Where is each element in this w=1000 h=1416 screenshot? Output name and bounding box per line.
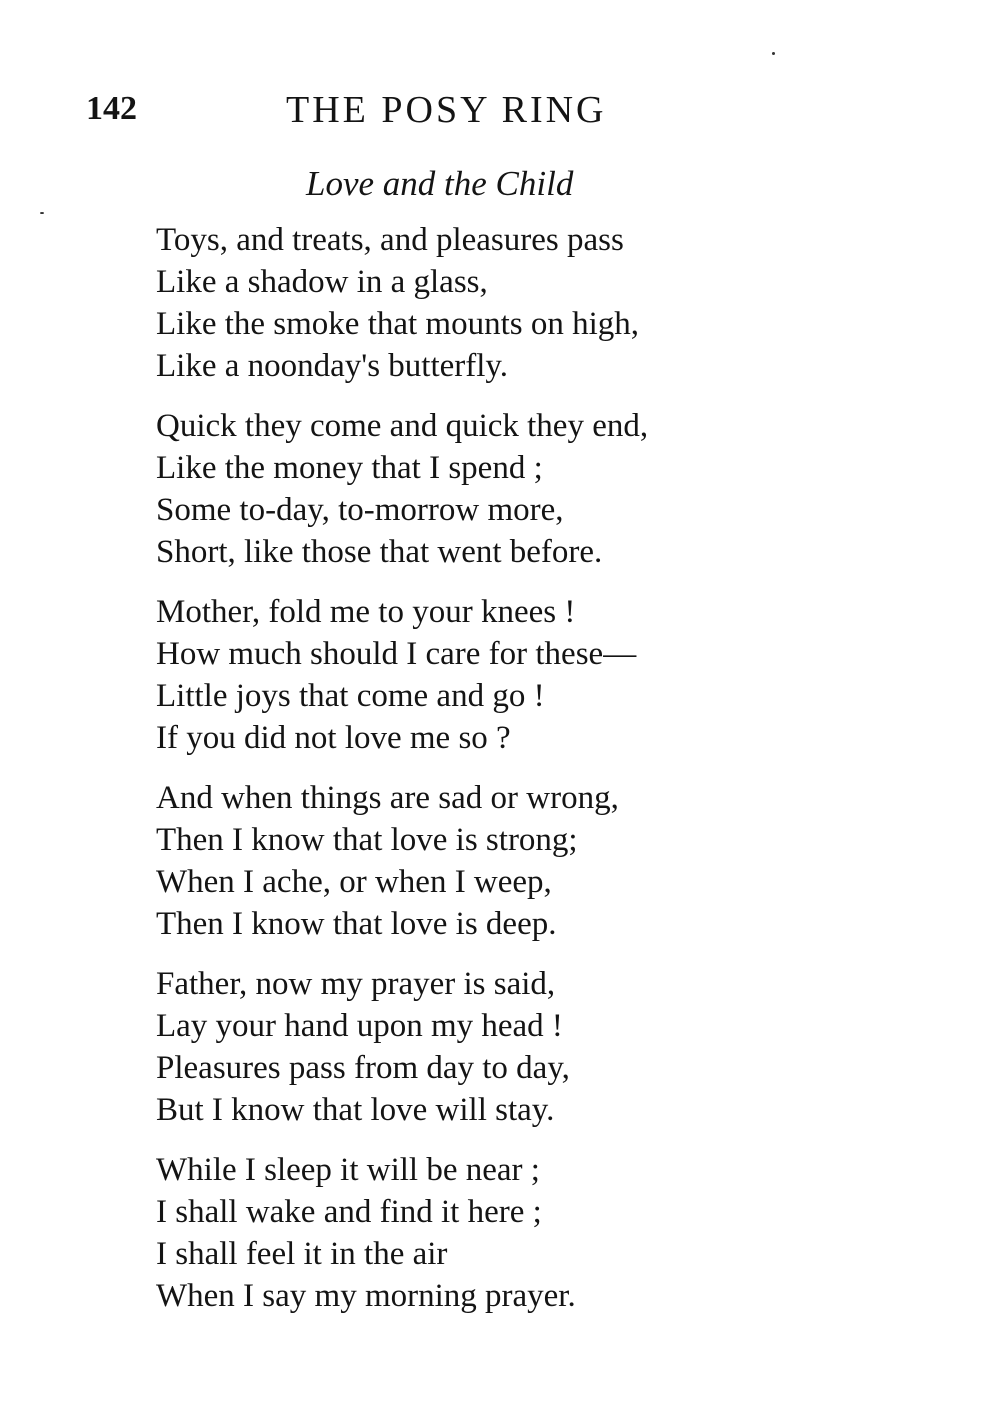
stanza-6 [156, 1149, 936, 1317]
poem-line: Then I know that love is strong; [156, 822, 578, 858]
poem-line: Little joys that come and go ! [156, 678, 545, 714]
poem-line: When I ache, or when I weep, [156, 864, 552, 900]
poem-line: Then I know that love is deep. [156, 906, 557, 942]
poem-line: Toys, and treats, and pleasures pass [156, 222, 624, 258]
poem-line: And when things are sad or wrong, [156, 780, 619, 816]
running-title: THE POSY RING [286, 89, 607, 131]
poem-line: Father, now my prayer is said, [156, 966, 556, 1002]
print-speck [40, 212, 44, 214]
stanza-2 [156, 405, 936, 573]
poem-line: Like a noonday's butterfly. [156, 348, 509, 384]
poem-line: When I say my morning prayer. [156, 1278, 576, 1314]
poem-body [156, 219, 936, 1335]
poem-line: Like the money that I spend ; [156, 450, 543, 486]
poem-line: Short, like those that went before. [156, 534, 603, 570]
poem-line: While I sleep it will be near ; [156, 1152, 540, 1188]
poem-line: Pleasures pass from day to day, [156, 1050, 570, 1086]
poem-line: Like a shadow in a glass, [156, 264, 488, 300]
poem-line: Some to-day, to-morrow more, [156, 492, 564, 528]
poem-line: I shall feel it in the air [156, 1236, 448, 1272]
poem-title: Love and the Child [306, 164, 574, 203]
poem-line: How much should I care for these— [156, 636, 637, 672]
poem-line: Mother, fold me to your knees ! [156, 594, 576, 630]
poem-line: I shall wake and find it here ; [156, 1194, 542, 1230]
poem-line: Lay your hand upon my head ! [156, 1008, 563, 1044]
stanza-4 [156, 777, 936, 945]
stanza-3 [156, 591, 936, 759]
poem-line: Like the smoke that mounts on high, [156, 306, 640, 342]
page-number: 142 [86, 90, 137, 127]
poem-line: Quick they come and quick they end, [156, 408, 649, 444]
poem-line: But I know that love will stay. [156, 1092, 555, 1128]
poem-line: If you did not love me so ? [156, 720, 511, 756]
stanza-5 [156, 963, 936, 1131]
stanza-1 [156, 219, 936, 387]
print-speck [772, 52, 775, 55]
